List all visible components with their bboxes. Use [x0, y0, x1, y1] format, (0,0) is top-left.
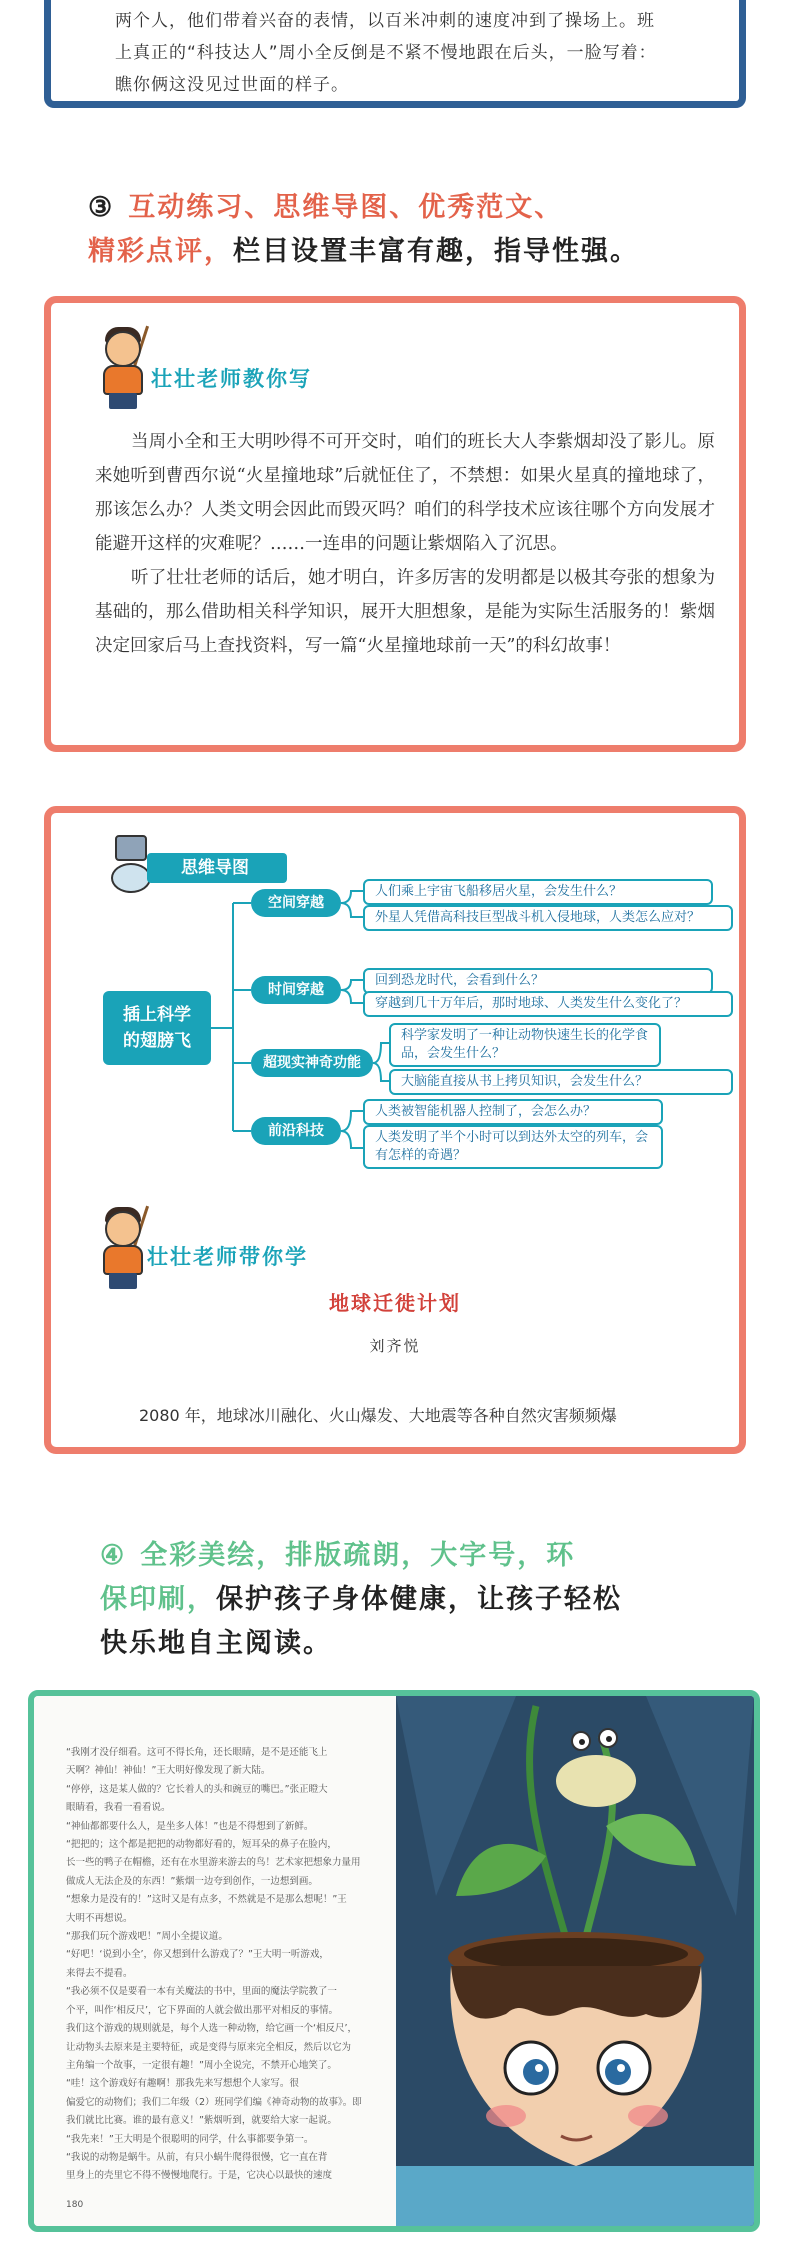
feature-highlight: 互动练习、思维导图、优秀范文、 [128, 192, 564, 223]
book-text-line: 天啊？神仙！神仙！”王大明好像发现了新大陆。 [66, 1765, 271, 1777]
book-text-line: “好吧！‘说到小全’，你又想到什么游戏了？”王大明一听游戏， [66, 1949, 329, 1961]
book-text-line: 大明不再想说。 [66, 1912, 133, 1924]
mindmap-leaf: 人类被智能机器人控制了，会怎么办？ [363, 1099, 663, 1125]
essay-first-line: 2080 年，地球冰川融化、火山爆发、大地震等各种自然灾害频频爆 [139, 1406, 617, 1425]
book-text-line: “想象力是没有的！”这时又是有点多，不然就是不是那么想呢！”王 [66, 1894, 347, 1906]
book-text [66, 1744, 376, 2186]
page-number: 180 [66, 2200, 84, 2210]
book-text-line: 我们这个游戏的规则就是，每个人选一种动物，给它画一个‘相反尺’， [66, 2023, 358, 2035]
book-text-line: 里身上的壳里它不得不慢慢地爬行。于是，它决心以最快的速度 [66, 2170, 333, 2182]
mindmap-panel [44, 806, 746, 1454]
mindmap-leaf: 人类发明了半个小时可以到达外太空的列车，会有怎样的奇遇？ [363, 1125, 663, 1169]
root-line: 插上科学 [123, 1005, 191, 1025]
mindmap-badge: 思维导图 [147, 853, 287, 883]
mindmap-leaf: 人们乘上宇宙飞船移居火星，会发生什么？ [363, 879, 713, 905]
mindmap-category: 空间穿越 [251, 889, 341, 917]
teach-panel [44, 296, 746, 752]
book-text-line: 我们就比比赛。谁的最有意义！”紫烟听到，就要给大家一起说。 [66, 2115, 337, 2127]
book-text-line: 长一些的鸭子在帽檐，还有在水里游来游去的鸟！艺术家把想象力量用 [66, 1857, 361, 1869]
root-line: 的翅膀飞 [123, 1031, 191, 1051]
book-text-line: “哇！这个游戏好有趣啊！那我先来写想想个人家写。很 [66, 2078, 299, 2090]
feature-3-heading [88, 186, 748, 274]
mindmap-leaf: 回到恐龙时代，会看到什么？ [363, 968, 713, 994]
mindmap-category: 超现实神奇功能 [251, 1049, 373, 1077]
book-text-line: 让动物头去原来是主要特征，或是变得与原来完全相反，然后以它为 [66, 2041, 352, 2053]
mindmap-root [103, 991, 211, 1065]
book-text-line: “停停，这是某人做的？它长着人的头和豌豆的嘴巴。”张正瞪大 [66, 1783, 328, 1795]
feature-highlight: 保印刷， [100, 1584, 216, 1615]
story-line: 瞧你俩这没见过世面的样子。 [115, 75, 349, 95]
book-text-line: 个平，叫作‘相反尺’，它下界面的人就会做出那平对相反的事情。 [66, 2004, 339, 2016]
feature-text: 栏目设置丰富有趣，指导性强。 [233, 236, 639, 267]
mindmap-leaf: 外星人凭借高科技巨型战斗机入侵地球，人类怎么应对？ [363, 905, 733, 931]
book-text-line: “我刚才没仔细看。这可不得长角，还长眼睛，是不是还能飞上 [66, 1747, 328, 1758]
book-text-line: “我必须不仅是要看一本有关魔法的书中，里面的魔法学院教了一 [66, 1986, 337, 1998]
story-line: 两个人，他们带着兴奋的表情，以百米冲刺的速度冲到了操场上。班 [115, 11, 655, 31]
feature-text: 快乐地自主阅读。 [100, 1628, 332, 1659]
book-text-line: 做成人无法企及的东西！”紫烟一边夸到创作，一边想到画。 [66, 1875, 318, 1887]
mindmap-leaf: 科学家发明了一种让动物快速生长的化学食品，会发生什么？ [389, 1023, 661, 1067]
book-text-line: 来得去不提看。 [66, 1967, 133, 1979]
book-left-page [34, 1696, 396, 2226]
lead-section-title: 壮壮老师带你学 [147, 1244, 308, 1269]
book-spread [28, 1690, 760, 2232]
paragraph: 听了壮壮老师的话后，她才明白，许多厉害的发明都是以极其夸张的想象为基础的，那么借助相关科学知识，展开大胆想象，是能为实际生活服务的！紫烟决定回家后马上查找资料，写一篇“火星撞地球前一天”的科幻故事！ [95, 568, 715, 656]
teacher-illustration [95, 325, 153, 411]
feature-highlight: 全彩美绘，排版疏朗，大字号，环 [140, 1540, 576, 1571]
boy-plant-illustration [396, 1696, 754, 2226]
book-text-line: “我说的动物是蜗牛。从前，有只小蜗牛爬得很慢，它一直在背 [66, 2151, 328, 2163]
mindmap-leaf: 大脑能直接从书上拷贝知识，会发生什么？ [389, 1069, 733, 1095]
story-excerpt-box [44, 0, 746, 108]
essay-title: 地球迁徙计划 [329, 1291, 461, 1315]
essay-author: 刘齐悦 [369, 1337, 421, 1355]
feature-number: ③ [88, 192, 115, 223]
mindmap-leaf: 穿越到几十万年后，那时地球、人类发生什么变化了？ [363, 991, 733, 1017]
feature-4-heading [100, 1534, 760, 1666]
book-text-line: 眼睛看，我看一看看说。 [66, 1802, 171, 1814]
book-text-line: 偏爱它的动物们；我们二年级（2）班同学们编《神奇动物的故事》。即 [66, 2096, 362, 2108]
book-text-line: “那我们玩个游戏吧！”周小全提议道。 [66, 1931, 228, 1943]
book-text-line: 主角编一个故事，一定很有趣！”周小全说完，不禁开心地笑了。 [66, 2059, 337, 2071]
feature-text: 保护孩子身体健康，让孩子轻松 [216, 1584, 622, 1615]
feature-number: ④ [100, 1540, 127, 1571]
book-illustration [396, 1696, 754, 2226]
teacher-illustration [95, 1205, 153, 1291]
book-text-line: “把把的；这个都是把把的动物都好看的，短耳朵的鼻子在脸内， [66, 1839, 337, 1851]
mindmap-category: 时间穿越 [251, 976, 341, 1004]
feature-highlight: 精彩点评， [88, 236, 233, 267]
mindmap-category: 前沿科技 [251, 1117, 341, 1145]
story-line: 上真正的“科技达人”周小全反倒是不紧不慢地跟在后头，一脸写着： [115, 43, 657, 63]
teach-body [95, 425, 715, 663]
book-text-line: “神仙都都要什么人，是坐多人体！”也是不得想到了新鲜。 [66, 1820, 314, 1832]
paragraph: 当周小全和王大明吵得不可开交时，咱们的班长大人李紫烟却没了影儿。原来她听到曹西尔说“火星撞地球”后就怔住了，不禁想：如果火星真的撞地球了，那该怎么办？人类文明会因此而毁灭吗？咱们的科学技术应该往哪个方向发展才能避开这样的灾难呢？……一连串的问题让紫烟陷入了沉思。 [95, 432, 715, 554]
book-text-line: “我先来！”王大明是个很聪明的同学，什么事都要争第一。 [66, 2133, 314, 2145]
teach-section-title: 壮壮老师教你写 [151, 366, 312, 391]
